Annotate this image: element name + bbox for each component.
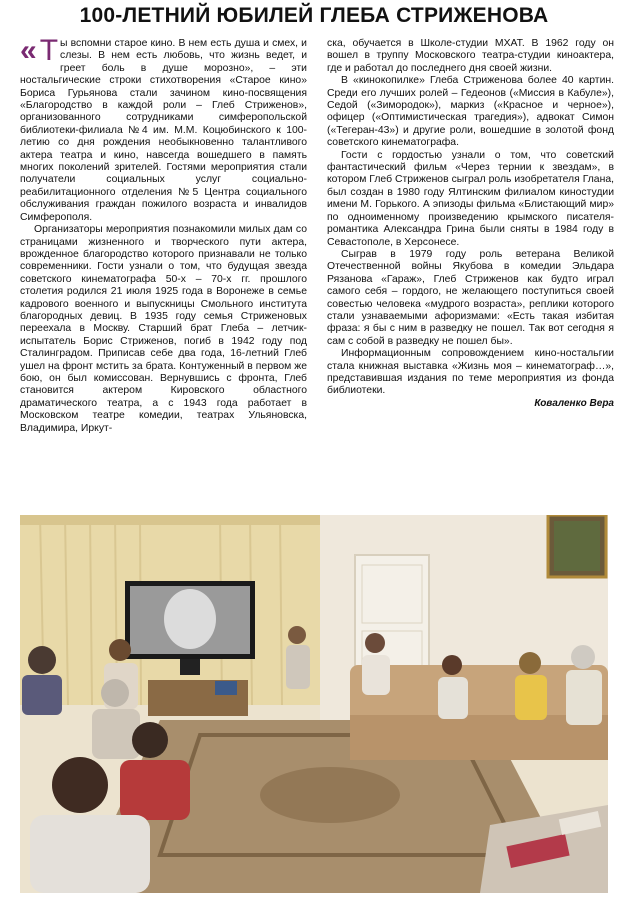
event-photo-illustration bbox=[20, 515, 608, 893]
article-paragraph-7: Информационным сопровождением кино-ностальгии стала книжная выставка «Жизнь моя – кинематограф…», представившая издания по теме мероприятия из фонда библиотеки. bbox=[327, 348, 614, 397]
article-column-right bbox=[327, 38, 614, 504]
article-paragraph-3: ска, обучается в Школе-студии МХАТ. В 1962 году он вошел в труппу Московского театра-студии киноактера, где и работал до последнего дня своей жизни. bbox=[327, 38, 614, 74]
article-paragraph-2: Организаторы мероприятия познакомили милых дам со страницами жизненного и творческого пути актера, врожденное благородство которого признавали не только современники. Гости узнали о том, что будущая звезда советского кинематографа 50-х – 70-х гг. прошлого столетия родился 21 июля 1925 года в Воронеже в семье кадрового военного и выпускницы Смольного института благородных девиц. В 1935 году семья Стриженовых переехала в Москву. Старший брат Глеба – летчик-испытатель Борис Стриженов, погиб в 1942 году под Сталинградом. Приписав себе два года, 16-летний Глеб ушел на фронт мстить за брата. Контуженный в первом же бою, он был комиссован. Вернувшись с фронта, Глеб становится актером Кировского областного драматического театра, а с 1943 года работает в Московском театре комедии, театрах Ульяновска, Владимира, Иркут- bbox=[20, 224, 307, 434]
article-paragraph-1 bbox=[20, 38, 307, 224]
article-author: Коваленко Вера bbox=[534, 397, 614, 409]
article-body bbox=[20, 38, 614, 504]
article-paragraph-6: Сыграв в 1979 году роль ветерана Великой Отечественной войны Якубова в комедии Эльдара Рязанова «Гараж», Глеб Стриженов как будто играл самого себя – гордого, не желающего поступиться своей совестью человека «мудрого возраста», реплики которого стали узнаваемыми афоризмами: «Есть такая избитая фраза: я бы с ним в разведку не пошел. Так вот сегодня я сам с собой в разведку не пошел бы». bbox=[327, 248, 614, 347]
opening-quote-mark: « bbox=[20, 38, 37, 67]
article-column-left bbox=[20, 38, 307, 504]
article-title: 100-ЛЕТНИЙ ЮБИЛЕЙ ГЛЕБА СТРИЖЕНОВА bbox=[79, 4, 549, 27]
paragraph-1-text: ы вспомни старое кино. В нем есть душа и смех, и слезы. В нем есть любовь, что жизнь ведет, и греет боль в душе морозно», – эти ностальгические строки стихотворения «Старое кино» Бориса Гурьянова стали зачином кино-посвящения «Благородство в каждой роли – Глеб Стриженов», организованного сотрудниками симферопольской библиотеки-филиала №4 им. М.М. Коцюбинского к 100-летию со дня рождения необыкновенно талантливого актера театра и кино, навсегда вошедшего в память многих поколений зрителей. Гостями мероприятия стали получатели социальных услуг социально-реабилитационного отделения №5 Центра социального обслуживания граждан пожилого возраста и инвалидов Симферополя. bbox=[20, 38, 307, 223]
article-paragraph-5: Гости с гордостью узнали о том, что советский фантастический фильм «Через тернии к звездам», в котором Глеб Стриженов сыграл роль изобретателя Глана, был создан в 1980 году Ялтинским филиалом киностудии имени М. Горького. А эпизоды фильма «Блистающий мир» по одноименному произведению крымского писателя-романтика Александра Грина были сняты в 1984 году в Севастополе, в Херсонесе. bbox=[327, 149, 614, 248]
article-paragraph-4: В «кинокопилке» Глеба Стриженова более 40 картин. Среди его лучших ролей – Гедеонов («Миссия в Кабуле»), Седой («Зимородок»), маркиз («Красное и черное»), офицер («Оптимистическая трагедия»), адвокат Симон («Тегеран-43») и другие роли, вошедшие в золотой фонд советского кинематографа. bbox=[327, 75, 614, 149]
drop-cap: Т bbox=[39, 38, 59, 67]
event-photo bbox=[20, 515, 608, 893]
